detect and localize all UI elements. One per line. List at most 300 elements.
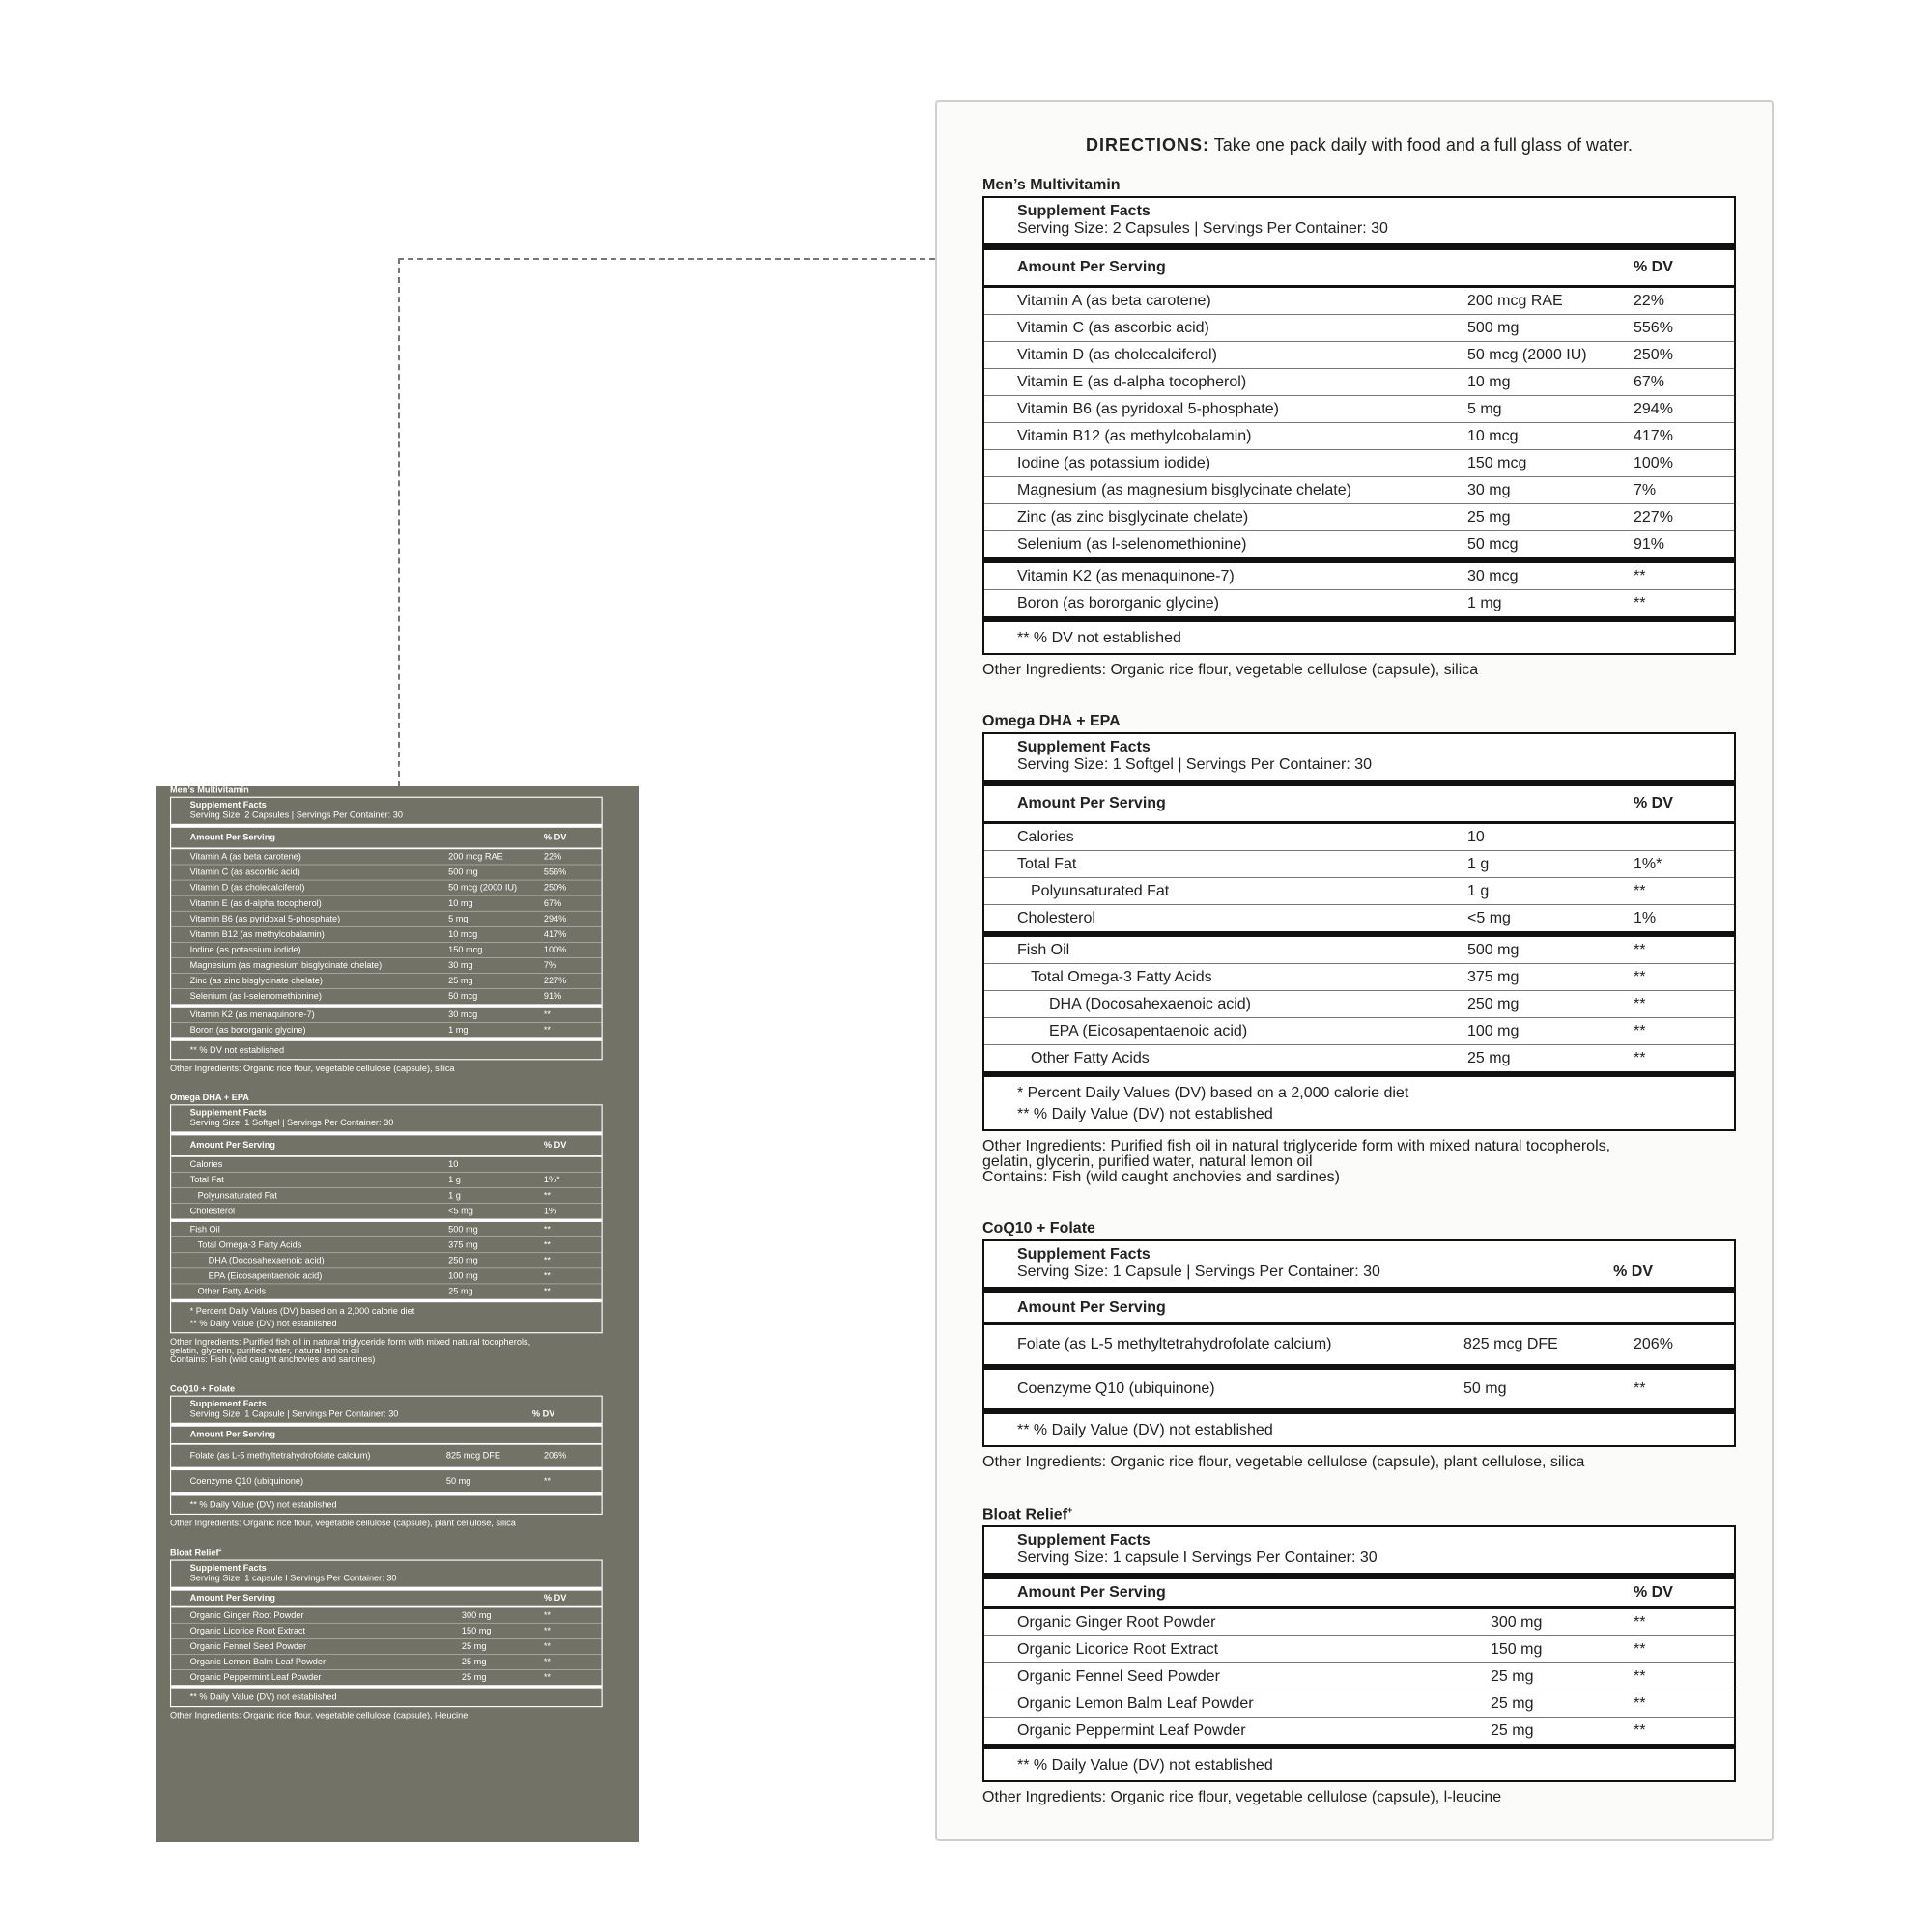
ingredient-amount: <5 mg xyxy=(1467,909,1511,926)
bloat-title xyxy=(982,1505,1736,1523)
ingredient-amount: 30 mcg xyxy=(1467,567,1519,584)
ingredient-name: Vitamin C (as ascorbic acid) xyxy=(1017,319,1209,336)
multivitamin-section xyxy=(982,177,1736,678)
ingredient-name: Fish Oil xyxy=(1017,941,1070,958)
table-row xyxy=(984,1718,1734,1749)
table-row xyxy=(984,1609,1734,1636)
ingredient-dv: ** xyxy=(543,1239,552,1250)
footnote-dv: ** % Daily Value (DV) not established xyxy=(189,1319,337,1329)
ingredient-amount: 10 xyxy=(1467,828,1485,845)
ingredient-name: Organic Lemon Balm Leaf Powder xyxy=(189,1657,327,1667)
table-row xyxy=(984,396,1734,423)
ingredient-dv: ** xyxy=(543,1641,552,1652)
ingredient-dv: 91% xyxy=(1634,535,1665,553)
footnote: ** % Daily Value (DV) not established xyxy=(189,1692,337,1703)
ingredient-dv: 22% xyxy=(1634,292,1665,309)
ingredient-dv: ** xyxy=(543,1672,552,1683)
ingredient-dv: 294% xyxy=(543,914,567,923)
ingredient-dv: 7% xyxy=(1634,481,1657,498)
multivitamin-facts-table xyxy=(982,196,1736,655)
serving-info: Serving Size: 1 Capsule | Servings Per Container: 30 xyxy=(1017,1264,1380,1280)
ingredient-name: Vitamin A (as beta carotene) xyxy=(1017,292,1211,309)
ingredient-dv: ** xyxy=(1634,941,1646,958)
ingredient-name: Polyunsaturated Fat xyxy=(1031,882,1170,899)
ingredient-dv: ** xyxy=(543,1626,552,1636)
ingredient-name: Other Fatty Acids xyxy=(1031,1049,1150,1066)
ingredient-dv: ** xyxy=(1634,1049,1646,1066)
ingredient-name: Organic Ginger Root Powder xyxy=(189,1610,304,1620)
table-row xyxy=(984,531,1734,563)
label-thumbnail[interactable] xyxy=(156,761,639,1842)
ingredient-amount: 100 mg xyxy=(1467,1022,1520,1039)
footnote: ** % Daily Value (DV) not established xyxy=(189,1500,337,1510)
ingredient-name: Vitamin E (as d-alpha tocopherol) xyxy=(1017,373,1247,390)
ingredient-dv: ** xyxy=(543,1190,552,1201)
ingredient-name: Zinc (as zinc bisglycinate chelate) xyxy=(189,976,323,986)
table-row xyxy=(984,1663,1734,1690)
ingredient-dv: ** xyxy=(1634,968,1646,985)
ingredient-amount: 10 mcg xyxy=(448,929,478,939)
omega-section xyxy=(982,713,1736,1185)
serving-info: Serving Size: 1 Softgel | Servings Per Container: 30 xyxy=(189,1118,394,1128)
ingredient-name: Total Omega-3 Fatty Acids xyxy=(1031,968,1212,985)
ingredient-name: Vitamin D (as cholecalciferol) xyxy=(189,882,305,893)
footnote-calorie: * Percent Daily Values (DV) based on a 2,000 calorie diet xyxy=(189,1306,415,1317)
ingredient-dv: 250% xyxy=(1634,346,1673,363)
ingredient-amount: 150 mg xyxy=(1491,1640,1543,1658)
ingredient-dv: ** xyxy=(543,1025,552,1036)
ingredient-dv: 250% xyxy=(543,882,567,893)
ingredient-name: EPA (Eicosapentaenoic acid) xyxy=(1049,1022,1248,1039)
label-detail-panel xyxy=(935,100,1774,1841)
ingredient-amount: 200 mcg RAE xyxy=(448,851,503,862)
table-row xyxy=(984,1018,1734,1045)
table-row xyxy=(171,1023,601,1037)
table-row xyxy=(171,1470,601,1495)
ingredient-amount: 30 mcg xyxy=(448,1009,478,1020)
ingredient-dv: 1%* xyxy=(543,1175,560,1185)
table-row xyxy=(984,851,1734,878)
ingredient-amount: <5 mg xyxy=(448,1206,473,1216)
ingredient-amount: 50 mg xyxy=(445,1476,471,1487)
coq10-section xyxy=(170,1384,603,1528)
contains-allergen: Contains: Fish (wild caught anchovies and sardines) xyxy=(169,1354,376,1365)
ingredient-amount: 1 mg xyxy=(448,1025,469,1036)
ingredient-name: Vitamin K2 (as menaquinone-7) xyxy=(189,1009,315,1020)
ingredient-amount: 25 mg xyxy=(461,1672,487,1683)
table-row xyxy=(171,974,601,989)
amount-header: Amount Per Serving xyxy=(189,1140,275,1151)
bloat-facts-table xyxy=(170,1560,603,1708)
multivitamin-title: Men’s Multivitamin xyxy=(982,177,1121,193)
ingredient-dv: ** xyxy=(543,1270,552,1281)
coq10-title: CoQ10 + Folate xyxy=(169,1384,236,1394)
ingredient-amount: 1 g xyxy=(1467,882,1490,899)
amount-header: Amount Per Serving xyxy=(189,832,275,842)
table-row xyxy=(171,865,601,880)
other-ingredients: Other Ingredients: Organic rice flour, vegetable cellulose (capsule), l-leucine xyxy=(169,1711,469,1721)
table-row xyxy=(984,477,1734,504)
ingredient-amount: 25 mg xyxy=(1491,1721,1534,1739)
ingredient-dv: 227% xyxy=(543,976,567,986)
ingredient-name: Cholesterol xyxy=(1017,909,1095,926)
ingredient-amount: 10 mcg xyxy=(1467,427,1519,444)
omega-facts-table xyxy=(170,1104,603,1333)
table-header-row xyxy=(171,1135,601,1156)
ingredient-name: Organic Lemon Balm Leaf Powder xyxy=(1017,1694,1254,1712)
ingredient-name: Organic Fennel Seed Powder xyxy=(1017,1667,1220,1685)
other-ingredients xyxy=(170,1338,603,1365)
ingredient-name: Total Fat xyxy=(1017,855,1077,872)
ingredient-name: Vitamin B6 (as pyridoxal 5-phosphate) xyxy=(1017,400,1279,417)
other-ingredients: Other Ingredients: Organic rice flour, vegetable cellulose (capsule), l-leucine xyxy=(982,1789,1502,1806)
connector-line-vertical xyxy=(398,258,400,786)
bloat-title-mark: + xyxy=(218,1548,222,1554)
ingredient-dv: 100% xyxy=(543,945,567,954)
facts-header xyxy=(171,1397,601,1427)
ingredient-amount: 500 mg xyxy=(1467,319,1520,336)
table-row xyxy=(984,1636,1734,1663)
footnote-dv: ** % Daily Value (DV) not established xyxy=(1017,1106,1273,1122)
ingredient-name: Coenzyme Q10 (ubiquinone) xyxy=(1017,1380,1215,1397)
ingredient-amount: 50 mg xyxy=(1463,1380,1507,1397)
omega-facts-table xyxy=(982,732,1736,1131)
table-row xyxy=(984,590,1734,616)
other-ingredients: Other Ingredients: Organic rice flour, vegetable cellulose (capsule), silica xyxy=(982,662,1479,678)
facts-header xyxy=(984,1241,1734,1293)
other-ingredients-line1: Other Ingredients: Purified fish oil in natural triglyceride form with mixed natural tocopherols, xyxy=(169,1337,531,1348)
ingredient-name: Organic Licorice Root Extract xyxy=(1017,1640,1219,1658)
table-row xyxy=(171,880,601,895)
ingredient-amount: 250 mg xyxy=(1467,995,1520,1012)
table-row xyxy=(171,1008,601,1023)
ingredient-amount: 150 mcg xyxy=(448,945,483,954)
table-row xyxy=(171,1670,601,1689)
contains-allergen: Contains: Fish (wild caught anchovies and sardines) xyxy=(982,1169,1340,1185)
ingredient-name: Fish Oil xyxy=(189,1224,220,1235)
ingredient-dv: 1%* xyxy=(1634,855,1662,872)
ingredient-dv: ** xyxy=(543,1224,552,1235)
table-row xyxy=(984,878,1734,905)
footnote: ** % Daily Value (DV) not established xyxy=(1017,1757,1273,1775)
ingredient-dv: ** xyxy=(543,1009,552,1020)
ingredient-dv: 206% xyxy=(1634,1336,1673,1352)
other-ingredients xyxy=(982,1139,1736,1185)
ingredient-amount: 50 mcg xyxy=(448,991,478,1002)
ingredient-dv: 1% xyxy=(1634,909,1657,926)
dv-header: % DV xyxy=(543,1593,567,1604)
ingredient-name: Magnesium (as magnesium bisglycinate chelate) xyxy=(1017,481,1351,498)
directions xyxy=(170,762,603,774)
table-row xyxy=(984,423,1734,450)
table-row xyxy=(171,943,601,958)
table-row xyxy=(984,905,1734,937)
ingredient-dv: 556% xyxy=(1634,319,1673,336)
table-row xyxy=(984,1325,1734,1370)
ingredient-dv: ** xyxy=(1634,882,1646,899)
table-row xyxy=(984,1045,1734,1071)
ingredient-amount: 30 mg xyxy=(448,960,473,971)
ingredient-name: Selenium (as l-selenomethionine) xyxy=(189,991,322,1002)
footnote xyxy=(984,1071,1734,1129)
amount-header: Amount Per Serving xyxy=(189,1593,275,1604)
table-row xyxy=(171,1639,601,1655)
other-ingredients-line1: Other Ingredients: Purified fish oil in natural triglyceride form with mixed natural tocopherols, xyxy=(982,1138,1611,1154)
facts-header xyxy=(171,1105,601,1135)
facts-title: Supplement Facts xyxy=(189,1108,267,1119)
ingredient-dv: 227% xyxy=(1634,508,1673,526)
directions-label: DIRECTIONS: xyxy=(1086,135,1210,155)
table-header-row xyxy=(984,1293,1734,1325)
ingredient-name: Organic Licorice Root Extract xyxy=(189,1626,306,1636)
ingredient-amount: 300 mg xyxy=(1491,1613,1543,1631)
ingredient-amount: 250 mg xyxy=(448,1255,478,1265)
ingredient-name: Vitamin D (as cholecalciferol) xyxy=(1017,346,1217,363)
other-ingredients-line2: gelatin, glycerin, purified water, natural lemon oil xyxy=(169,1346,360,1356)
table-row xyxy=(984,315,1734,342)
ingredient-amount: 825 mcg DFE xyxy=(1463,1336,1558,1352)
ingredient-dv: ** xyxy=(1634,1640,1646,1658)
footnote: ** % DV not established xyxy=(984,616,1734,653)
ingredient-name: Folate (as L-5 methyltetrahydrofolate calcium) xyxy=(189,1450,371,1461)
table-row xyxy=(984,991,1734,1018)
table-row xyxy=(171,1624,601,1639)
ingredient-dv: ** xyxy=(543,1255,552,1265)
ingredient-dv: 67% xyxy=(1634,373,1665,390)
facts-header xyxy=(984,1527,1734,1579)
ingredient-dv: ** xyxy=(543,1657,552,1667)
ingredient-name: Vitamin B12 (as methylcobalamin) xyxy=(189,929,325,939)
ingredient-name: Vitamin K2 (as menaquinone-7) xyxy=(1017,567,1235,584)
omega-title: Omega DHA + EPA xyxy=(982,713,1121,729)
bloat-section xyxy=(982,1505,1736,1805)
footnote: ** % Daily Value (DV) not established xyxy=(1017,1422,1273,1438)
ingredient-amount: 25 mg xyxy=(1467,508,1511,526)
directions-label: DIRECTIONS: xyxy=(229,761,300,773)
facts-header xyxy=(984,198,1734,250)
dv-header: % DV xyxy=(1634,795,1673,811)
label-content xyxy=(144,743,629,1740)
ingredient-amount: 200 mcg RAE xyxy=(1467,292,1563,309)
dv-header: % DV xyxy=(1634,1584,1673,1602)
multivitamin-title: Men’s Multivitamin xyxy=(169,785,249,795)
ingredient-dv: ** xyxy=(1634,1022,1646,1039)
ingredient-dv: 67% xyxy=(543,898,562,908)
ingredient-name: Selenium (as l-selenomethionine) xyxy=(1017,535,1247,553)
amount-header: Amount Per Serving xyxy=(1017,259,1166,275)
table-row xyxy=(171,1655,601,1670)
ingredient-name: Magnesium (as magnesium bisglycinate chelate) xyxy=(189,960,383,971)
ingredient-name: Folate (as L-5 methyltetrahydrofolate calcium) xyxy=(1017,1336,1332,1352)
ingredient-dv: ** xyxy=(1634,1694,1646,1712)
ingredient-amount: 1 g xyxy=(448,1175,461,1185)
ingredient-amount: 150 mg xyxy=(461,1626,492,1636)
table-row xyxy=(171,989,601,1008)
table-row xyxy=(984,824,1734,851)
ingredient-amount: 1 mg xyxy=(1467,594,1502,611)
ingredient-name: Iodine (as potassium iodide) xyxy=(189,945,301,954)
ingredient-name: Total Omega-3 Fatty Acids xyxy=(197,1239,302,1250)
facts-title: Supplement Facts xyxy=(189,800,267,810)
multivitamin-section xyxy=(170,785,603,1073)
ingredient-amount: 300 mg xyxy=(461,1610,492,1620)
bloat-section xyxy=(170,1548,603,1720)
ingredient-name: Coenzyme Q10 (ubiquinone) xyxy=(189,1476,304,1487)
table-row xyxy=(171,1173,601,1188)
ingredient-amount: 25 mg xyxy=(461,1641,487,1652)
ingredient-dv: 91% xyxy=(543,991,562,1002)
table-row xyxy=(171,1268,601,1284)
ingredient-dv: 100% xyxy=(1634,454,1673,471)
table-row xyxy=(984,937,1734,964)
dv-header: % DV xyxy=(543,832,567,842)
ingredient-dv: ** xyxy=(1634,1667,1646,1685)
ingredient-name: Iodine (as potassium iodide) xyxy=(1017,454,1211,471)
ingredient-amount: 50 mcg xyxy=(1467,535,1519,553)
bloat-title-text: Bloat Relief xyxy=(169,1548,219,1558)
ingredient-amount: 30 mg xyxy=(1467,481,1511,498)
ingredient-amount: 5 mg xyxy=(448,914,469,923)
ingredient-name: Vitamin C (as ascorbic acid) xyxy=(189,867,300,877)
ingredient-name: Boron (as bororganic glycine) xyxy=(1017,594,1219,611)
ingredient-name: Boron (as bororganic glycine) xyxy=(189,1025,306,1036)
ingredient-amount: 25 mg xyxy=(1467,1049,1511,1066)
table-row xyxy=(171,1188,601,1204)
connector-line-horizontal xyxy=(398,258,935,260)
ingredient-amount: 500 mg xyxy=(448,1224,478,1235)
ingredient-name: Vitamin B12 (as methylcobalamin) xyxy=(1017,427,1252,444)
table-row xyxy=(984,288,1734,315)
ingredient-amount: 375 mg xyxy=(448,1239,478,1250)
omega-title: Omega DHA + EPA xyxy=(169,1093,249,1103)
coq10-section xyxy=(982,1220,1736,1470)
ingredient-amount: 825 mcg DFE xyxy=(445,1450,500,1461)
bloat-title-mark: + xyxy=(1067,1505,1073,1515)
ingredient-dv: 206% xyxy=(543,1450,567,1461)
ingredient-dv: ** xyxy=(1634,567,1646,584)
amount-header: Amount Per Serving xyxy=(1017,1584,1166,1602)
footnote xyxy=(171,1299,601,1332)
table-row xyxy=(171,1222,601,1237)
table-header-row xyxy=(171,1591,601,1608)
facts-title: Supplement Facts xyxy=(189,1563,267,1574)
dv-header: % DV xyxy=(531,1408,555,1419)
facts-header xyxy=(171,1561,601,1591)
table-row xyxy=(171,849,601,865)
table-row xyxy=(171,895,601,911)
ingredient-dv: 1% xyxy=(543,1206,557,1216)
ingredient-dv: ** xyxy=(1634,594,1646,611)
directions-text: Take one pack daily with food and a full glass of water. xyxy=(299,761,544,773)
ingredient-amount: 100 mg xyxy=(448,1270,478,1281)
serving-info: Serving Size: 1 Capsule | Servings Per Container: 30 xyxy=(189,1408,399,1419)
table-header-row xyxy=(984,786,1734,824)
ingredient-amount: 25 mg xyxy=(448,976,473,986)
ingredient-amount: 50 mcg (2000 IU) xyxy=(1467,346,1587,363)
ingredient-amount: 25 mg xyxy=(448,1286,473,1296)
serving-info: Serving Size: 1 Softgel | Servings Per Container: 30 xyxy=(1017,756,1373,773)
table-row xyxy=(171,1204,601,1222)
ingredient-amount: 500 mg xyxy=(448,867,478,877)
ingredient-name: Vitamin A (as beta carotene) xyxy=(189,851,301,862)
ingredient-name: Calories xyxy=(1017,828,1074,845)
amount-header: Amount Per Serving xyxy=(1017,1299,1166,1316)
footnote: ** % DV not established xyxy=(171,1037,601,1059)
facts-header xyxy=(984,734,1734,786)
ingredient-name: Total Fat xyxy=(189,1175,224,1185)
ingredient-amount: 50 mcg (2000 IU) xyxy=(448,882,518,893)
table-header-row xyxy=(171,1427,601,1445)
ingredient-name: Polyunsaturated Fat xyxy=(197,1190,277,1201)
dv-header: % DV xyxy=(1634,259,1673,275)
table-row xyxy=(171,1237,601,1253)
ingredient-amount: 5 mg xyxy=(1467,400,1502,417)
bloat-title xyxy=(170,1548,603,1558)
ingredient-amount: 500 mg xyxy=(1467,941,1520,958)
other-ingredients: Other Ingredients: Organic rice flour, vegetable cellulose (capsule), silica xyxy=(169,1064,455,1074)
table-row xyxy=(984,342,1734,369)
dv-header: % DV xyxy=(1613,1264,1653,1280)
bloat-facts-table xyxy=(982,1525,1736,1782)
ingredient-dv: ** xyxy=(1634,1613,1646,1631)
table-row xyxy=(171,1157,601,1173)
table-row xyxy=(171,958,601,974)
facts-title: Supplement Facts xyxy=(189,1399,267,1409)
ingredient-dv: ** xyxy=(543,1610,552,1620)
ingredient-amount: 25 mg xyxy=(461,1657,487,1667)
ingredient-dv: 417% xyxy=(543,929,567,939)
bloat-title-text: Bloat Relief xyxy=(982,1506,1068,1523)
table-row xyxy=(984,964,1734,991)
facts-header xyxy=(171,798,601,828)
omega-section xyxy=(170,1094,603,1365)
ingredient-name: Organic Fennel Seed Powder xyxy=(189,1641,307,1652)
ingredient-dv: 294% xyxy=(1634,400,1673,417)
table-row xyxy=(984,1690,1734,1718)
amount-header: Amount Per Serving xyxy=(189,1430,275,1439)
ingredient-name: Cholesterol xyxy=(189,1206,236,1216)
table-row xyxy=(984,369,1734,396)
coq10-facts-table xyxy=(982,1239,1736,1447)
table-row xyxy=(171,927,601,943)
facts-title: Supplement Facts xyxy=(1017,1246,1151,1263)
ingredient-name: Calories xyxy=(189,1159,223,1170)
table-row xyxy=(984,1370,1734,1414)
ingredient-dv: ** xyxy=(1634,995,1646,1012)
facts-title: Supplement Facts xyxy=(1017,739,1151,755)
table-row xyxy=(171,1445,601,1470)
ingredient-dv: ** xyxy=(1634,1721,1646,1739)
ingredient-name: Zinc (as zinc bisglycinate chelate) xyxy=(1017,508,1249,526)
ingredient-amount: 10 xyxy=(448,1159,459,1170)
table-header-row xyxy=(984,250,1734,288)
ingredient-name: DHA (Docosahexaenoic acid) xyxy=(1049,995,1251,1012)
serving-info: Serving Size: 1 capsule I Servings Per Container: 30 xyxy=(189,1574,397,1583)
ingredient-dv: 22% xyxy=(543,851,562,862)
ingredient-name: Vitamin B6 (as pyridoxal 5-phosphate) xyxy=(189,914,341,923)
ingredient-amount: 1 g xyxy=(448,1190,461,1201)
directions-text: Take one pack daily with food and a full glass of water. xyxy=(1209,135,1633,155)
table-row xyxy=(984,504,1734,531)
coq10-facts-table xyxy=(170,1396,603,1515)
serving-info: Serving Size: 1 capsule I Servings Per Container: 30 xyxy=(1017,1549,1378,1567)
label-thumbnail-content xyxy=(144,743,630,1740)
table-row xyxy=(984,450,1734,477)
ingredient-amount: 25 mg xyxy=(1491,1667,1534,1685)
facts-title: Supplement Facts xyxy=(1017,1532,1151,1549)
ingredient-amount: 1 g xyxy=(1467,855,1490,872)
ingredient-name: DHA (Docosahexaenoic acid) xyxy=(208,1255,325,1265)
